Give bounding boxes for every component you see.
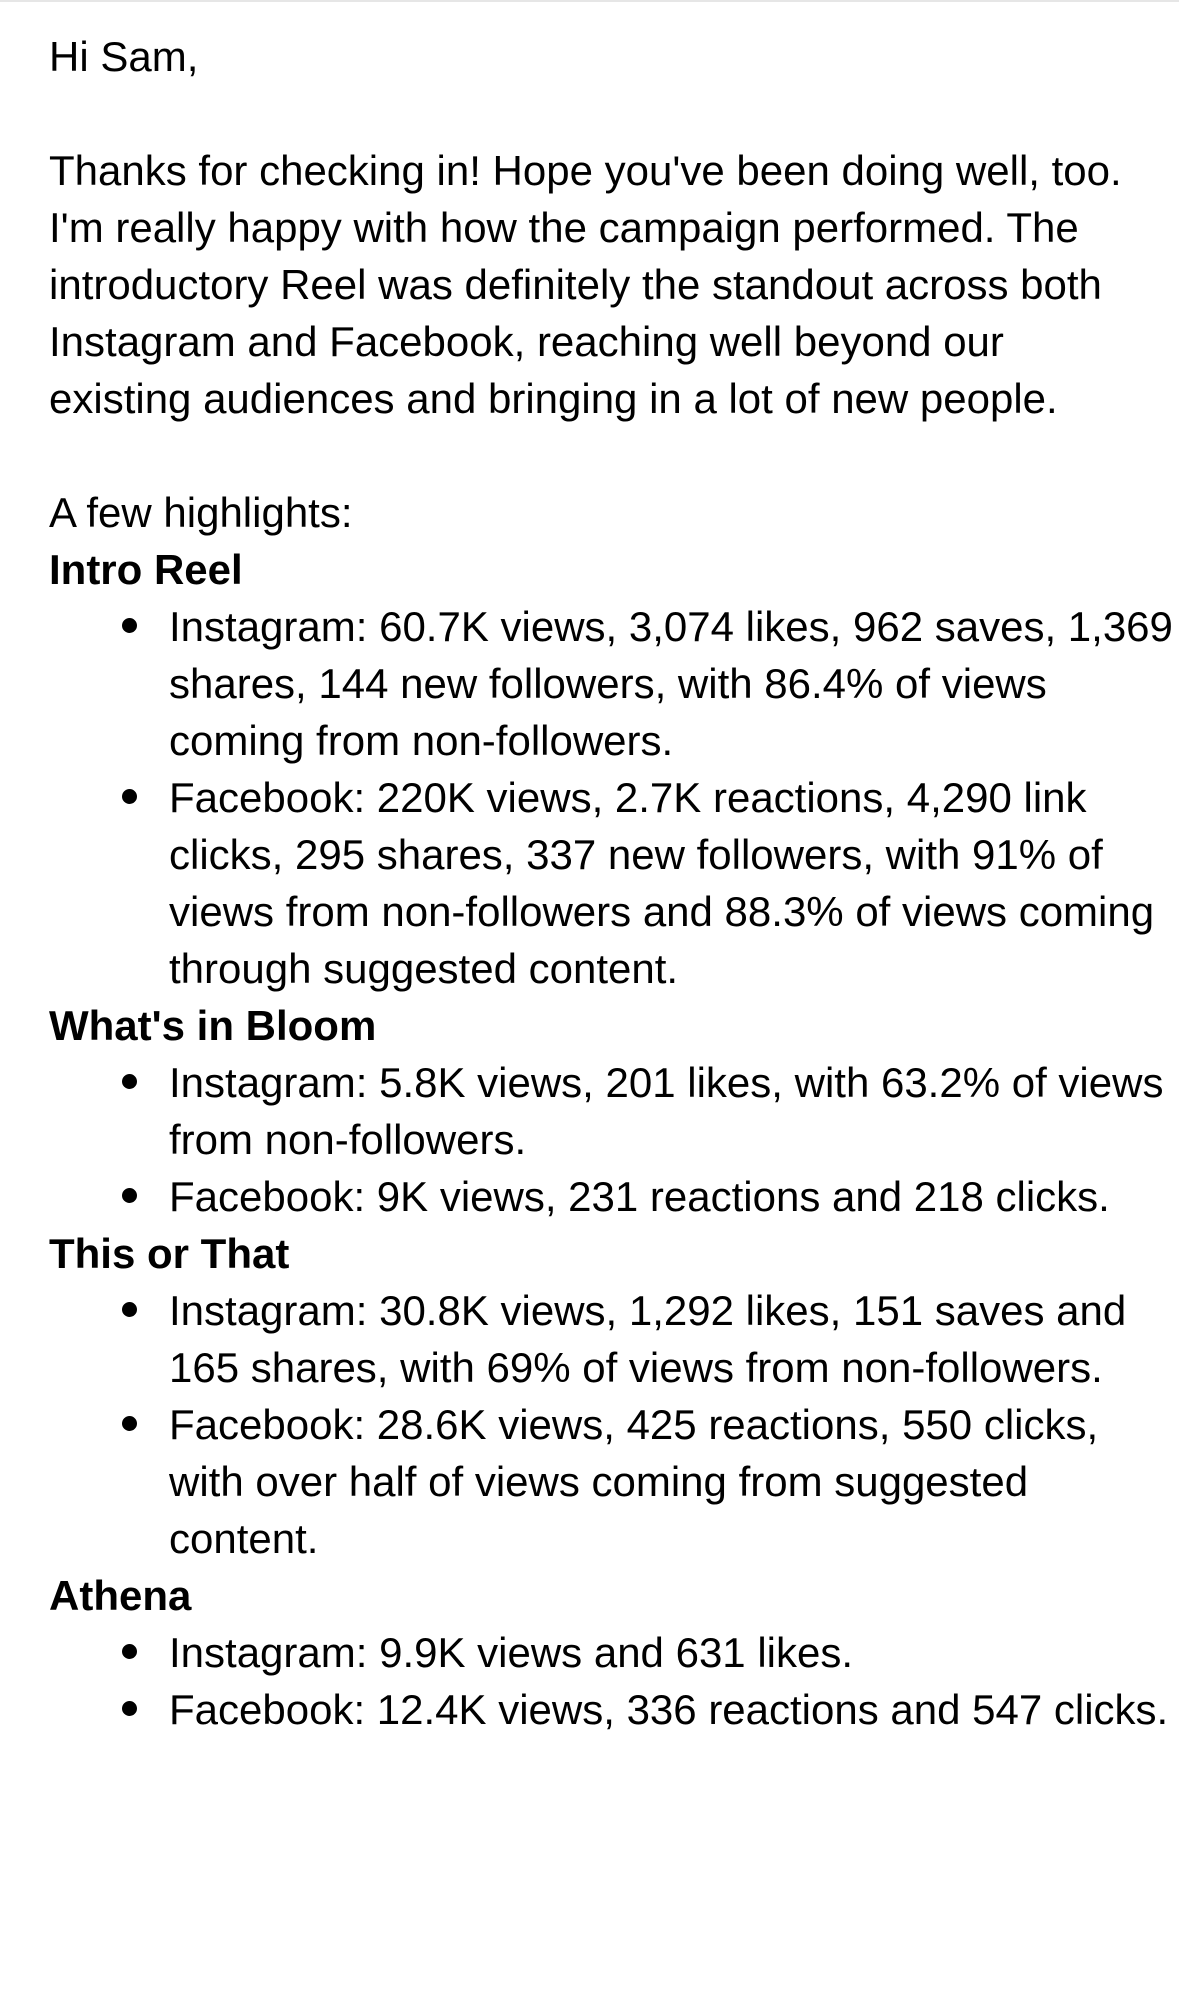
bullet-list [49, 1282, 1149, 1567]
greeting: Hi Sam, [49, 33, 199, 80]
list-item [49, 1624, 1179, 1681]
bullet-icon [122, 1188, 137, 1203]
section-title: Intro Reel [49, 546, 243, 593]
bullet-icon [122, 789, 137, 804]
list-item-text: Facebook: 28.6K views, 425 reactions, 550 clicks, with over half of views coming from suggested content. [169, 1401, 1099, 1562]
section-title: This or That [49, 1230, 290, 1277]
list-item [49, 769, 1179, 997]
section-this-or-that [49, 1225, 1149, 1567]
bullet-icon [122, 1416, 137, 1431]
list-item-text: Instagram: 30.8K views, 1,292 likes, 151 saves and 165 shares, with 69% of views from non-followers. [169, 1287, 1127, 1391]
bullet-icon [122, 1701, 137, 1716]
list-item [49, 1168, 1179, 1225]
top-divider [0, 0, 1179, 2]
blank-line [49, 85, 1149, 142]
list-item-text: Facebook: 9K views, 231 reactions and 218 clicks. [169, 1173, 1110, 1220]
list-item [49, 1681, 1179, 1738]
bullet-list [49, 1054, 1164, 1225]
highlights-label: A few highlights: [49, 489, 353, 536]
section-athena [49, 1567, 1169, 1738]
list-item-text: Facebook: 220K views, 2.7K reactions, 4,290 link clicks, 295 shares, 337 new followers, with 91% of views from non-followers and 88.3% of views coming through suggested content. [169, 774, 1155, 992]
section-title: What's in Bloom [49, 1002, 377, 1049]
bullet-icon [122, 618, 137, 633]
list-item-text: Instagram: 5.8K views, 201 likes, with 63.2% of views from non-followers. [169, 1059, 1164, 1163]
bullet-icon [122, 1074, 137, 1089]
section-title: Athena [49, 1572, 192, 1619]
list-item [49, 1282, 1179, 1396]
bullet-icon [122, 1644, 137, 1659]
bullet-list [49, 1624, 1169, 1738]
section-intro-reel [49, 541, 1173, 997]
list-item-text: Instagram: 9.9K views and 631 likes. [169, 1629, 854, 1676]
bullet-list [49, 598, 1173, 997]
list-item [49, 1054, 1179, 1168]
section-whats-in-bloom [49, 997, 1164, 1225]
list-item [49, 1396, 1179, 1567]
blank-line [49, 427, 1149, 484]
list-item [49, 598, 1179, 769]
list-item-text: Instagram: 60.7K views, 3,074 likes, 962 saves, 1,369 shares, 144 new followers, with 86.4% of views coming from non-followers. [169, 603, 1173, 764]
intro-paragraph: Thanks for checking in! Hope you've been doing well, too. I'm really happy with how the campaign performed. The introductory Reel was definitely the standout across both Instagram and Facebook, reaching well beyond our existing audiences and bringing in a lot of new people. [49, 147, 1122, 422]
list-item-text: Facebook: 12.4K views, 336 reactions and 547 clicks. [169, 1686, 1169, 1733]
email-body [49, 28, 1173, 1738]
bullet-icon [122, 1302, 137, 1317]
